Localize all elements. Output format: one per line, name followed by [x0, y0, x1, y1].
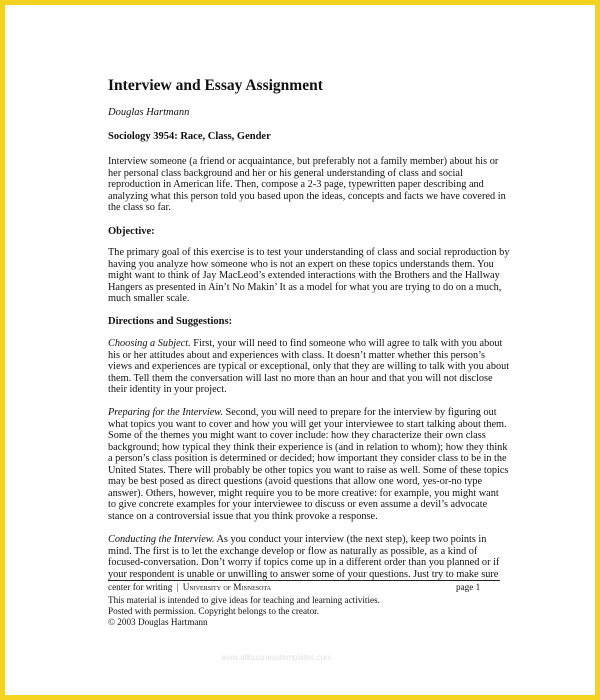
objective-line: The primary goal of this exercise is to test your understanding of class and social reproduction by — [108, 247, 510, 258]
preparing-line: to give concrete examples for your interviewee to discuss or even assume a devil’s advocate — [108, 499, 488, 510]
directions-heading: Directions and Suggestions: — [108, 316, 233, 327]
choosing-line: his or her attitudes about and experiences with class. It doesn’t matter whether this person’s — [108, 349, 485, 361]
footer-note: Posted with permission. Copyright belongs to the creator. — [108, 606, 320, 616]
conducting-line: mind. The first is to let the exchange develop or flow as naturally as possible, as a kind of — [108, 545, 478, 557]
footer-notes — [108, 595, 380, 628]
objective-heading: Objective: — [108, 226, 155, 237]
watermark: www.allbusinesstemplates.com — [221, 653, 332, 662]
intro-line: Interview someone (a friend or acquaintance, but preferably not a family member) about his or — [108, 156, 499, 167]
preparing-line: a person’s class position is determined or decided; how important they consider class to be in the — [108, 453, 507, 464]
conducting-interview-lead: Conducting the Interview. — [108, 534, 215, 545]
intro-paragraph — [108, 156, 506, 214]
preparing-line: what topics you want to cover and how you will get your interviewee to start talking about them. — [108, 418, 507, 430]
objective-line: Hangers as presented in Ain’t No Makin’ It as a model for what you are trying to do on a much, — [108, 281, 502, 293]
conducting-interview-text: As you conduct your interview (the next step), keep two points in — [214, 534, 487, 545]
footer-university: University of Minnesota — [182, 582, 271, 592]
preparing-line: answer). Others, however, might require you to be more creative: for example, you might want — [108, 487, 499, 499]
intro-line: her personal class background and her or his general understanding of class and social — [108, 167, 463, 179]
conducting-interview-paragraph — [108, 534, 500, 580]
preparing-interview-lead: Preparing for the Interview. — [108, 407, 223, 418]
choosing-subject-text: First, your will need to find someone who will agree to talk with you about — [190, 338, 503, 349]
preparing-interview-text: Second, you will need to prepare for the interview by figuring out — [222, 407, 497, 418]
footer-separator: | — [176, 582, 179, 592]
choosing-subject-paragraph — [108, 338, 510, 396]
document-page — [5, 5, 595, 695]
footer-note: © 2003 Douglas Hartmann — [108, 617, 208, 627]
author-name: Douglas Hartmann — [108, 107, 190, 118]
intro-line: analyzing what this person told you based upon the ideas, concepts and facts we have covered in — [108, 190, 506, 202]
footer-credit — [108, 582, 271, 592]
objective-paragraph — [108, 247, 510, 305]
preparing-line: Some of the themes you might want to cover include: how they characterize their own class — [108, 430, 486, 441]
choosing-line: views and experiences are typical or exceptional, only that they are willing to talk with you about — [108, 361, 510, 372]
footer-center-name: center for writing — [108, 582, 173, 592]
objective-line: much smaller scale. — [108, 293, 190, 304]
preparing-line: background; how typical they think their experience is (and in relation to whom); how they think — [108, 441, 508, 453]
preparing-line: stance on a controversial issue that you think provoke a response. — [108, 510, 378, 522]
course-title: Sociology 3954: Race, Class, Gender — [108, 131, 271, 142]
conducting-line: focused-conversation. Don’t worry if topics come up in a different order than you planned or if — [108, 557, 500, 568]
page-number: page 1 — [456, 582, 481, 592]
preparing-line: may be best posed as direct questions (avoid questions that allow one word, yes-or-no type — [108, 476, 483, 487]
choosing-line: their identity in your project. — [108, 384, 227, 395]
preparing-line: United States. There will probably be other topics you want to raise as well. Some of these topics — [108, 464, 509, 476]
preparing-interview-paragraph — [108, 407, 509, 522]
choosing-line: them. Tell them the conversation will last no more than an hour and that you will not disclose — [108, 372, 493, 384]
objective-line: having you analyze how someone who is not an expert on these topics understands them. You — [108, 258, 494, 270]
choosing-subject-lead: Choosing a Subject. — [108, 338, 191, 349]
conducting-line: your respondent is unable or unwilling to answer some of your questions. Just try to make sure — [108, 568, 499, 580]
footer-note: This material is intended to give ideas for teaching and learning activities. — [108, 595, 380, 605]
document-title: Interview and Essay Assignment — [108, 77, 323, 94]
objective-line: might want to think of Jay MacLeod’s extended interactions with the Brothers and the Hallway — [108, 270, 500, 281]
footer-divider — [108, 580, 500, 581]
intro-line: reproduction in American life. Then, compose a 2-3 page, typewritten paper describing and — [108, 179, 484, 190]
intro-line: the class so far. — [108, 202, 171, 213]
